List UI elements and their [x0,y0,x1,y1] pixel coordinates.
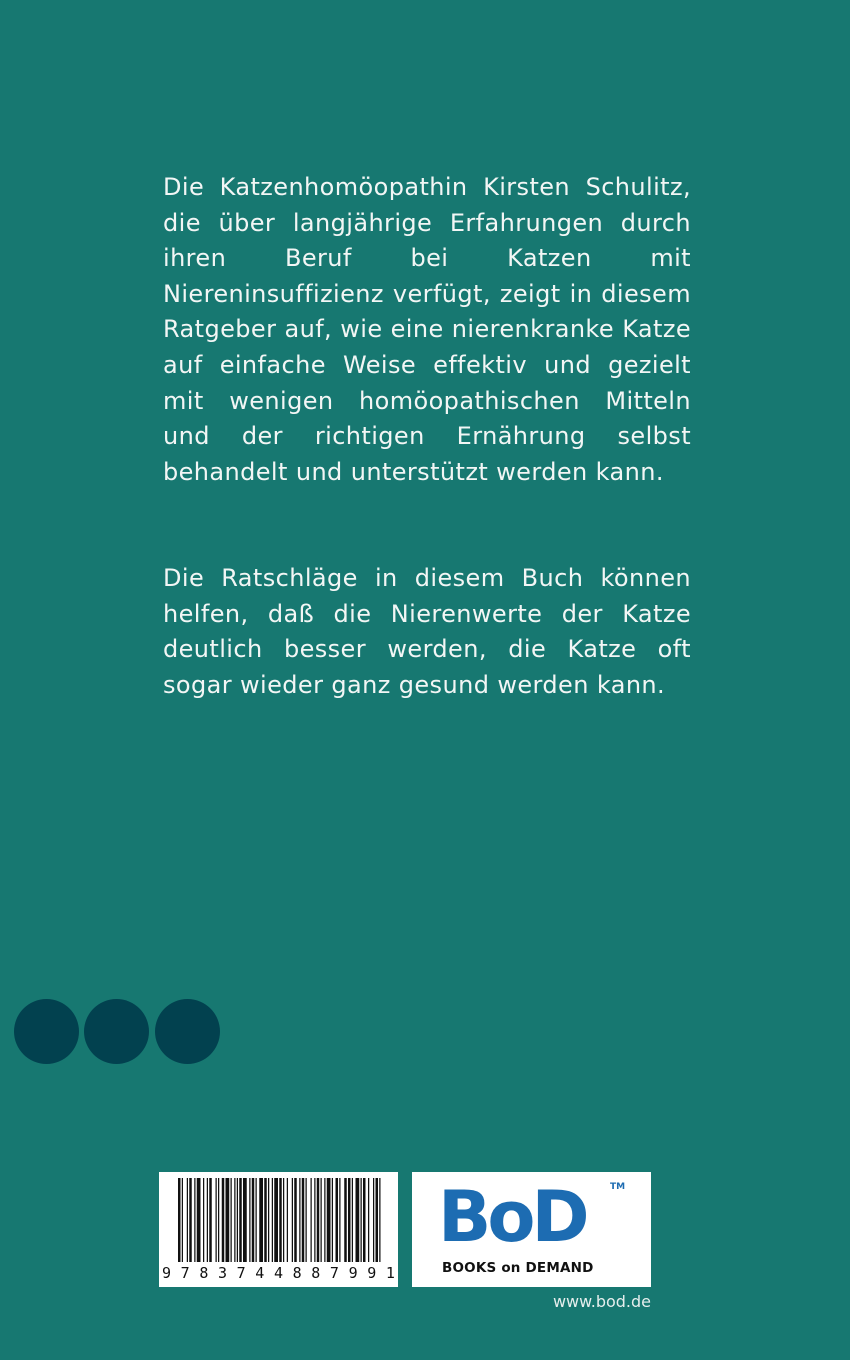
barcode-bar [314,1178,315,1262]
isbn-digit: 9 [348,1264,358,1282]
barcode-bar [256,1178,257,1262]
barcode-bar [376,1178,379,1262]
barcode-bar [237,1178,238,1262]
isbn-digit: 7 [236,1264,246,1282]
isbn-digit: 9 [162,1264,172,1282]
barcode-bar [356,1178,360,1262]
barcode-bar [317,1178,320,1262]
barcode-bar [352,1178,353,1262]
barcode-bar [321,1178,322,1262]
barcode-bar [363,1178,366,1262]
barcode-bar [287,1178,288,1262]
barcode-bar [279,1178,282,1262]
barcode-bar [264,1178,267,1262]
trademark-mark: TM [610,1182,626,1192]
barcode-bar [344,1178,347,1262]
barcode-bar [203,1178,204,1262]
barcode-bar [283,1178,284,1262]
barcode-bar [249,1178,250,1262]
publisher-website: www.bod.de [552,1292,651,1311]
isbn-digit: 1 [385,1264,395,1282]
publisher-logo [412,1172,651,1287]
barcode-bar [268,1178,269,1262]
barcode-bar [231,1178,232,1262]
isbn-digit: 7 [180,1264,190,1282]
barcode-bar [327,1178,331,1262]
barcode-bar [348,1178,351,1262]
isbn-digit: 3 [217,1264,227,1282]
barcode-bar [299,1178,300,1262]
blurb-paragraph-2: Die Ratschläge in diesem Buch können helfen, daß die Nierenwerte der Katze deutlich besser werden, die Katze oft sogar wieder ganz gesund werden kann. [163,564,691,699]
blurb-paragraph-1: Die Katzenhomöopathin Kirsten Schulitz, die über langjährige Erfahrungen durch ihren Beruf bei Katzen mit Niereninsuffizienz verfügt, zeigt in diesem Ratgeber auf, wie eine nierenkranke Katze auf einfache Weise effektiv und gezielt mit wenigen homöopathischen Mitteln und der richtigen Ernährung selbst behandelt und unterstützt werden kann. [163,173,691,486]
dot-icon [155,999,220,1064]
barcode-bar [239,1178,242,1262]
barcode-bar [373,1178,374,1262]
bod-logo-text: BoD [438,1176,586,1258]
barcode-bar [243,1178,247,1262]
barcode-bar [207,1178,208,1262]
isbn-digit: 4 [255,1264,265,1282]
barcode-bar [361,1178,362,1262]
barcode-bar [292,1178,293,1262]
barcode-bar [379,1178,380,1262]
barcode-bar [324,1178,325,1262]
barcode-bar [332,1178,333,1262]
decorative-dots [14,999,224,1065]
isbn-barcode [159,1172,398,1287]
barcode-bar [222,1178,225,1262]
barcode-bar [218,1178,219,1262]
barcode-bar [194,1178,195,1262]
isbn-digit: 9 [367,1264,377,1282]
barcode-bar [252,1178,255,1262]
barcode-bars-icon [159,1172,398,1267]
dot-icon [14,999,79,1064]
isbn-digit: 8 [292,1264,302,1282]
barcode-bar [182,1178,183,1262]
barcode-bar [294,1178,297,1262]
isbn-digits [162,1264,395,1282]
barcode-bar [216,1178,217,1262]
barcode-bar [259,1178,263,1262]
barcode-bar [302,1178,305,1262]
barcode-bar [311,1178,312,1262]
barcode-bar [197,1178,201,1262]
isbn-digit: 8 [199,1264,209,1282]
barcode-bar [306,1178,307,1262]
barcode-bar [178,1178,181,1262]
isbn-digit: 8 [311,1264,321,1282]
publisher-tagline: BOOKS on DEMAND [442,1260,594,1276]
isbn-digit: 4 [273,1264,283,1282]
barcode-bar [272,1178,273,1262]
barcode-bar [209,1178,212,1262]
barcode-bar [234,1178,235,1262]
dot-icon [84,999,149,1064]
barcode-bar [336,1178,339,1262]
barcode-bar [189,1178,192,1262]
barcode-bar [368,1178,369,1262]
barcode-bar [187,1178,188,1262]
barcode-bar [339,1178,340,1262]
barcode-bar [226,1178,230,1262]
barcode-bar [274,1178,278,1262]
isbn-digit: 7 [329,1264,339,1282]
